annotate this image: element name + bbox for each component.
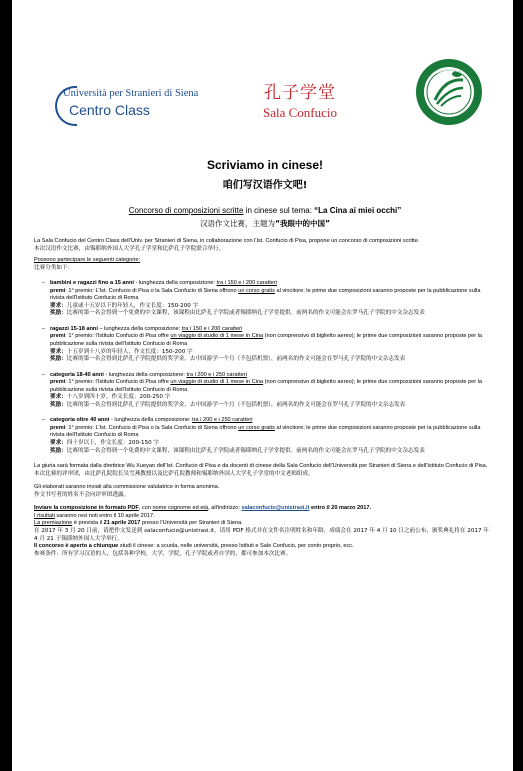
prize-label: premi [50, 287, 66, 294]
category-title-line [50, 372, 494, 380]
award-line [50, 402, 494, 410]
submission-line [34, 505, 494, 513]
ceremony-date: 21 aprile 2017 [103, 520, 141, 527]
istituto-confucio-pisa-logo [415, 58, 483, 126]
prize-highlight: un viaggio di studio di 1 mese in Cina [170, 333, 264, 340]
categories-heading-chinese: 比赛分类如下： [34, 264, 74, 271]
length-prefix: - lunghezza della composizione: [103, 371, 187, 378]
results-line [34, 513, 494, 521]
open-to-all-text: studi il cinese: a scuola, nelle università, presso Istituti e Sale Confucio, per conto proprio, ecc. [118, 543, 354, 550]
right-border [513, 0, 523, 771]
length-prefix: – lunghezza della composizione: [97, 325, 182, 332]
submission-email-link[interactable]: salaconfucio@unistrasi.it [241, 505, 310, 512]
siena-university-name: Università per Stranieri di Siena [63, 88, 199, 99]
contest-title-middle: in cinese sul tema: [243, 206, 315, 215]
ceremony-label: La premiazione [34, 520, 73, 527]
open-to-all-chinese: 参赛条件：所有学习汉语的人，包括各种学校，大学，学院，孔子学院或者自学的，都可参加本次比赛。 [34, 550, 292, 557]
length-value: tra i 200 e i 250 caratteri [186, 371, 247, 378]
length-value: tra i 200 e i 250 caratteri [192, 417, 253, 424]
sala-chinese-name: 孔子学堂 [264, 83, 336, 103]
prize-text-end: al vincitore; le prime due composizioni saranno proposte per la pubblicazione sulla rivista dell'Istituto Confucio di Roma [50, 287, 481, 302]
requirement-label: 要求： [50, 440, 67, 447]
category-title: ragazzi 15-18 anni [50, 325, 98, 332]
prize-text: : 1° premio: L'Ist. Confucio di Pisa o la Sala Confucio di Siena offrono [65, 287, 239, 294]
deadline-chinese: 在 2017 年 3 月 20 日前，请把作文发送到 salaconfucio@unistrasi.it，请用 PDF 格式并在文件名注明姓名和年龄，成绩会在 2017 年 4 月 10 日之前公布，颁奖典礼将在 2017 年 4 月 21 于锡耶纳外国人大学举行。 [34, 527, 489, 542]
sala-english-name: Sala Confucio [262, 105, 337, 120]
submission-name-age: nome cognome ed età [152, 505, 209, 512]
category-title-line [50, 326, 494, 334]
requirement-line [50, 394, 494, 402]
requirement-text: 四十岁以上，作文长度：200-150 字 [66, 440, 160, 447]
category-title: categoria 18-40 anni [50, 371, 104, 378]
intro-italian: La Sala Confucio del Centro Class dell'Univ. per Stranieri di Siena, in collaborazione con l'Ist. Confucio di Pisa, propone un concorso di composizioni scritte. [34, 238, 420, 244]
award-text: 比赛的第一名会得到一个免费的中文课程，该课程由比萨孔子学院或者锡耶纳孔子学堂提供。前两名的作文可能会在罗马孔子学院的中文杂志发表 [66, 447, 425, 454]
submission-text-1: , con [138, 505, 153, 512]
award-label: 奖励： [50, 310, 67, 317]
prize-text: : 1° premio: l'Istituto Confucio di Pisa offre [65, 333, 171, 340]
category-item [42, 371, 494, 410]
results-label: I risultati [34, 512, 55, 519]
category-item [42, 280, 494, 318]
bullet-dash: – [42, 280, 46, 287]
prize-label: premi [50, 379, 66, 386]
prize-label: premi [50, 333, 66, 340]
centro-class-name: Centro Class [69, 102, 150, 118]
jury-chinese: 本次比赛的评审团，由比萨孔院院长吴雪燕教授以及比萨孔院教师和锡耶纳外国人大学孔子学堂的中文老师组成。 [34, 470, 314, 477]
prize-text-end: (non comprensivo di biglietto aereo); le prime due composizioni saranno proposte per la pubblicazione sulla rivista dell'Istituto Confucio di Roma [50, 379, 482, 393]
prize-line [50, 425, 494, 440]
bullet-dash: – [42, 371, 46, 378]
prize-text-end: (non comprensivo di biglietto aereo); le prime due composizioni saranno proposte per la pubblicazione sulla rivista dell'Istituto Confucio di Roma [50, 333, 482, 348]
sala-confucio-logo [245, 78, 355, 121]
prize-text: : 1° premio: l'Istituto Confucio di Pisa offre [65, 379, 171, 386]
prize-line [50, 333, 494, 348]
submission-label: Inviare la composizione in formato PDF [34, 505, 139, 512]
award-line [50, 310, 494, 318]
prize-highlight: un corso gratis [238, 287, 275, 294]
ceremony-text-1: è prevista il [72, 520, 104, 527]
jury-italian: La giuria sarà formata dalla direttrice Wu Xueyan dell'Ist. Confucio di Pisa e da docenti di cinese della Sala Confucio dell'Università per Stranieri di Siena e dell'Istituto Confucio di Pisa. [34, 463, 488, 470]
requirement-text: 十五岁到十八岁的年轻人，作文长度：150-200 字 [66, 348, 193, 355]
category-title: bambini e ragazzi fino a 15 anni [50, 280, 134, 287]
requirement-label: 要求： [50, 394, 67, 401]
logo-header [55, 70, 495, 150]
bullet-dash: – [42, 325, 46, 332]
length-prefix: - lunghezza della composizione: [133, 280, 217, 287]
submission-text-2: , all'indirizzo: [208, 505, 242, 512]
main-title-chinese: 咱们写汉语作文吧! [222, 180, 308, 191]
category-item [42, 417, 494, 455]
award-text: 比赛的第一名会得到一个免费的中文课程，该课程由比萨孔子学院或者锡耶纳孔子学堂提供。前两名的作文可能会在罗马孔子学院的中文杂志发表 [66, 310, 425, 317]
requirement-label: 要求： [50, 302, 67, 309]
length-value: tra i 150 e i 200 caratteri [181, 325, 243, 332]
contest-theme: “La Cina ai miei occhi” [314, 206, 402, 215]
ceremony-line [34, 520, 494, 528]
prize-text-end: al vincitore; le prime due composizioni saranno proposte per la pubblicazione sulla rivista dell'Istituto Confucio di Roma [50, 424, 481, 439]
bullet-dash: – [42, 417, 46, 424]
main-title: Scriviamo in cinese! [206, 158, 324, 172]
prize-text: : 1° premio: L'Ist. Confucio di Pisa o la Sala Confucio di Siena offrono [65, 424, 239, 431]
category-title-line [50, 417, 494, 425]
requirement-label: 要求： [50, 348, 67, 355]
anonymous-chinese: 作文书写者的姓名不会向评审团透露。 [34, 491, 130, 498]
submission-deadline: entro il 20 marzo 2017. [309, 505, 372, 512]
contest-title-chinese [30, 218, 500, 229]
prize-line [50, 379, 494, 394]
categories-heading: Possono partecipare le seguenti categorie: [34, 257, 141, 264]
prize-line [50, 288, 494, 303]
requirement-text: 十八岁到四十岁，作文长度：200-250 字 [66, 394, 171, 401]
contest-theme-cn: “我眼中的中国” [275, 219, 330, 228]
requirement-text: 儿童或十五岁以下的年轻人，作文长度：150-200 字 [66, 302, 199, 309]
award-line [50, 448, 494, 456]
length-value: tra i 150 e i 200 caratteri [216, 280, 277, 287]
award-label: 奖励： [50, 401, 67, 408]
length-prefix: - lunghezza della composizione: [109, 417, 193, 424]
requirement-line [50, 349, 494, 357]
requirement-line [50, 440, 494, 448]
intro-chinese: 本次汉语作文比赛，由锡耶纳外国人大学孔子学堂和比萨孔子学院联合举行。 [34, 245, 225, 252]
prize-highlight: un viaggio di studio di 1 mese in Cina [170, 379, 264, 386]
results-text: saranno resi noti entro il 10 aprile 2017. [54, 512, 155, 519]
contest-title [30, 206, 500, 215]
open-to-all-line [34, 543, 494, 551]
contest-title-cn-prefix: 汉语作文比赛，主题为 [200, 219, 276, 228]
prize-label: premi [50, 424, 66, 431]
award-label: 奖励： [50, 447, 67, 454]
award-label: 奖励： [50, 356, 67, 363]
award-text: 比赛的第一名会得到比萨孔子学院提供的奖学金，去中国游学一个月（不包括机票），前两名的作文可能会在罗马孔子学院的中文杂志发表 [66, 356, 406, 363]
award-line [50, 356, 494, 364]
body-text [34, 238, 494, 558]
ceremony-text-2: presso l'Università per Stranieri di Siena. [140, 520, 243, 527]
contest-title-underlined: Concorso di composizioni scritte [128, 206, 244, 215]
left-border [0, 0, 12, 771]
prize-highlight: un corso gratis [238, 424, 275, 431]
category-title-line [50, 280, 494, 288]
category-item [42, 325, 494, 364]
anonymous-italian: Gli elaborati saranno inviati alla commissione valutatrice in forma anonima. [34, 484, 220, 491]
open-to-all-bold: Il concorso è aperto a chiunque [34, 543, 119, 550]
category-title: categoria oltre 40 anni [50, 417, 110, 424]
award-text: 比赛的第一名会得到比萨孔子学院提供的奖学金，去中国游学一个月（不包括机票），前两名的作文可能会在罗马孔子学院的中文杂志发表 [66, 401, 406, 408]
